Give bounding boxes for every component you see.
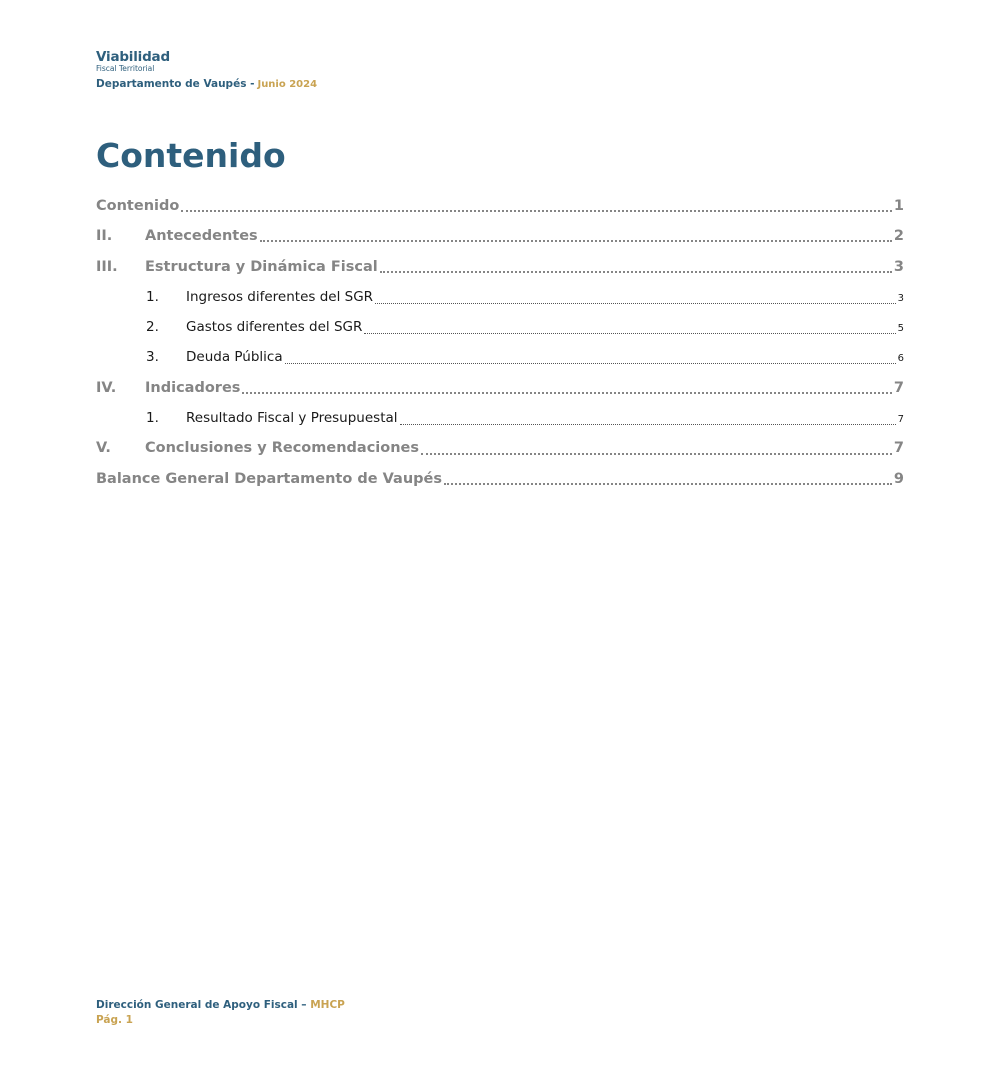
toc-dot-leader [242, 392, 892, 394]
toc-entry[interactable] [96, 403, 904, 433]
toc-entry-label: Estructura y Dinámica Fiscal [145, 258, 378, 275]
toc-entry-number: 2. [146, 319, 159, 336]
report-date: Junio 2024 [257, 79, 318, 90]
toc-entry-label: Gastos diferentes del SGR [186, 319, 363, 336]
toc-entry-page: 6 [897, 353, 904, 365]
toc-entry-page: 3 [893, 258, 904, 275]
toc-entry-number: 1. [146, 288, 159, 305]
toc-entry-label: Resultado Fiscal y Presupuestal [186, 410, 398, 427]
toc-entry[interactable] [96, 464, 904, 494]
toc-entry-label: Contenido [96, 198, 180, 214]
department-line [96, 77, 317, 92]
toc-dot-leader [444, 483, 892, 485]
toc-entry-number: 3. [146, 349, 159, 366]
toc-dot-leader [400, 424, 896, 425]
toc-dot-leader [285, 363, 896, 364]
toc-entry-number: V. [96, 440, 111, 457]
toc-entry[interactable] [96, 191, 904, 221]
toc-entry-number: III. [96, 258, 118, 275]
toc-entry-number: II. [96, 228, 113, 245]
table-of-contents [96, 191, 904, 494]
toc-entry-page: 2 [893, 228, 904, 245]
toc-entry-label: Balance General Departamento de Vaupés [96, 470, 442, 487]
toc-entry-page: 7 [893, 440, 904, 457]
toc-entry-page: 7 [893, 379, 904, 396]
page-footer [96, 998, 345, 1028]
toc-entry-label: Antecedentes [145, 228, 258, 245]
toc-entry[interactable] [96, 433, 904, 463]
toc-entry-page: 5 [897, 323, 904, 335]
toc-dot-leader [380, 271, 892, 273]
footer-mhcp: MHCP [310, 999, 345, 1011]
toc-entry[interactable] [96, 221, 904, 251]
footer-page-number: Pág. 1 [96, 1014, 133, 1026]
toc-entry[interactable] [96, 282, 904, 312]
toc-entry-page: 9 [893, 470, 904, 487]
toc-entry-page: 3 [897, 292, 904, 304]
toc-entry-label: Indicadores [145, 379, 241, 396]
toc-entry-label: Ingresos diferentes del SGR [186, 288, 374, 305]
logo-title: Viabilidad [96, 49, 170, 65]
toc-dot-leader [421, 453, 892, 455]
toc-dot-leader [181, 210, 892, 212]
toc-entry[interactable] [96, 342, 904, 372]
toc-entry[interactable] [96, 252, 904, 282]
toc-dot-leader [260, 240, 892, 242]
footer-org-line [96, 998, 345, 1013]
toc-entry-number: 1. [146, 410, 159, 427]
toc-entry[interactable] [96, 373, 904, 403]
toc-title: Contenido [96, 136, 286, 175]
page-header [96, 50, 317, 92]
toc-entry-page: 7 [897, 414, 904, 426]
toc-dot-leader [375, 303, 896, 304]
toc-dot-leader [364, 333, 895, 334]
toc-entry-number: IV. [96, 379, 117, 396]
toc-entry-page: 1 [893, 198, 904, 214]
logo-subtitle: Fiscal Territorial [96, 64, 155, 73]
toc-entry[interactable] [96, 312, 904, 342]
footer-org: Dirección General de Apoyo Fiscal – [96, 999, 307, 1011]
toc-entry-label: Conclusiones y Recomendaciones [145, 440, 420, 457]
toc-entry-label: Deuda Pública [186, 349, 283, 366]
department-name: Departamento de Vaupés - [96, 78, 255, 90]
